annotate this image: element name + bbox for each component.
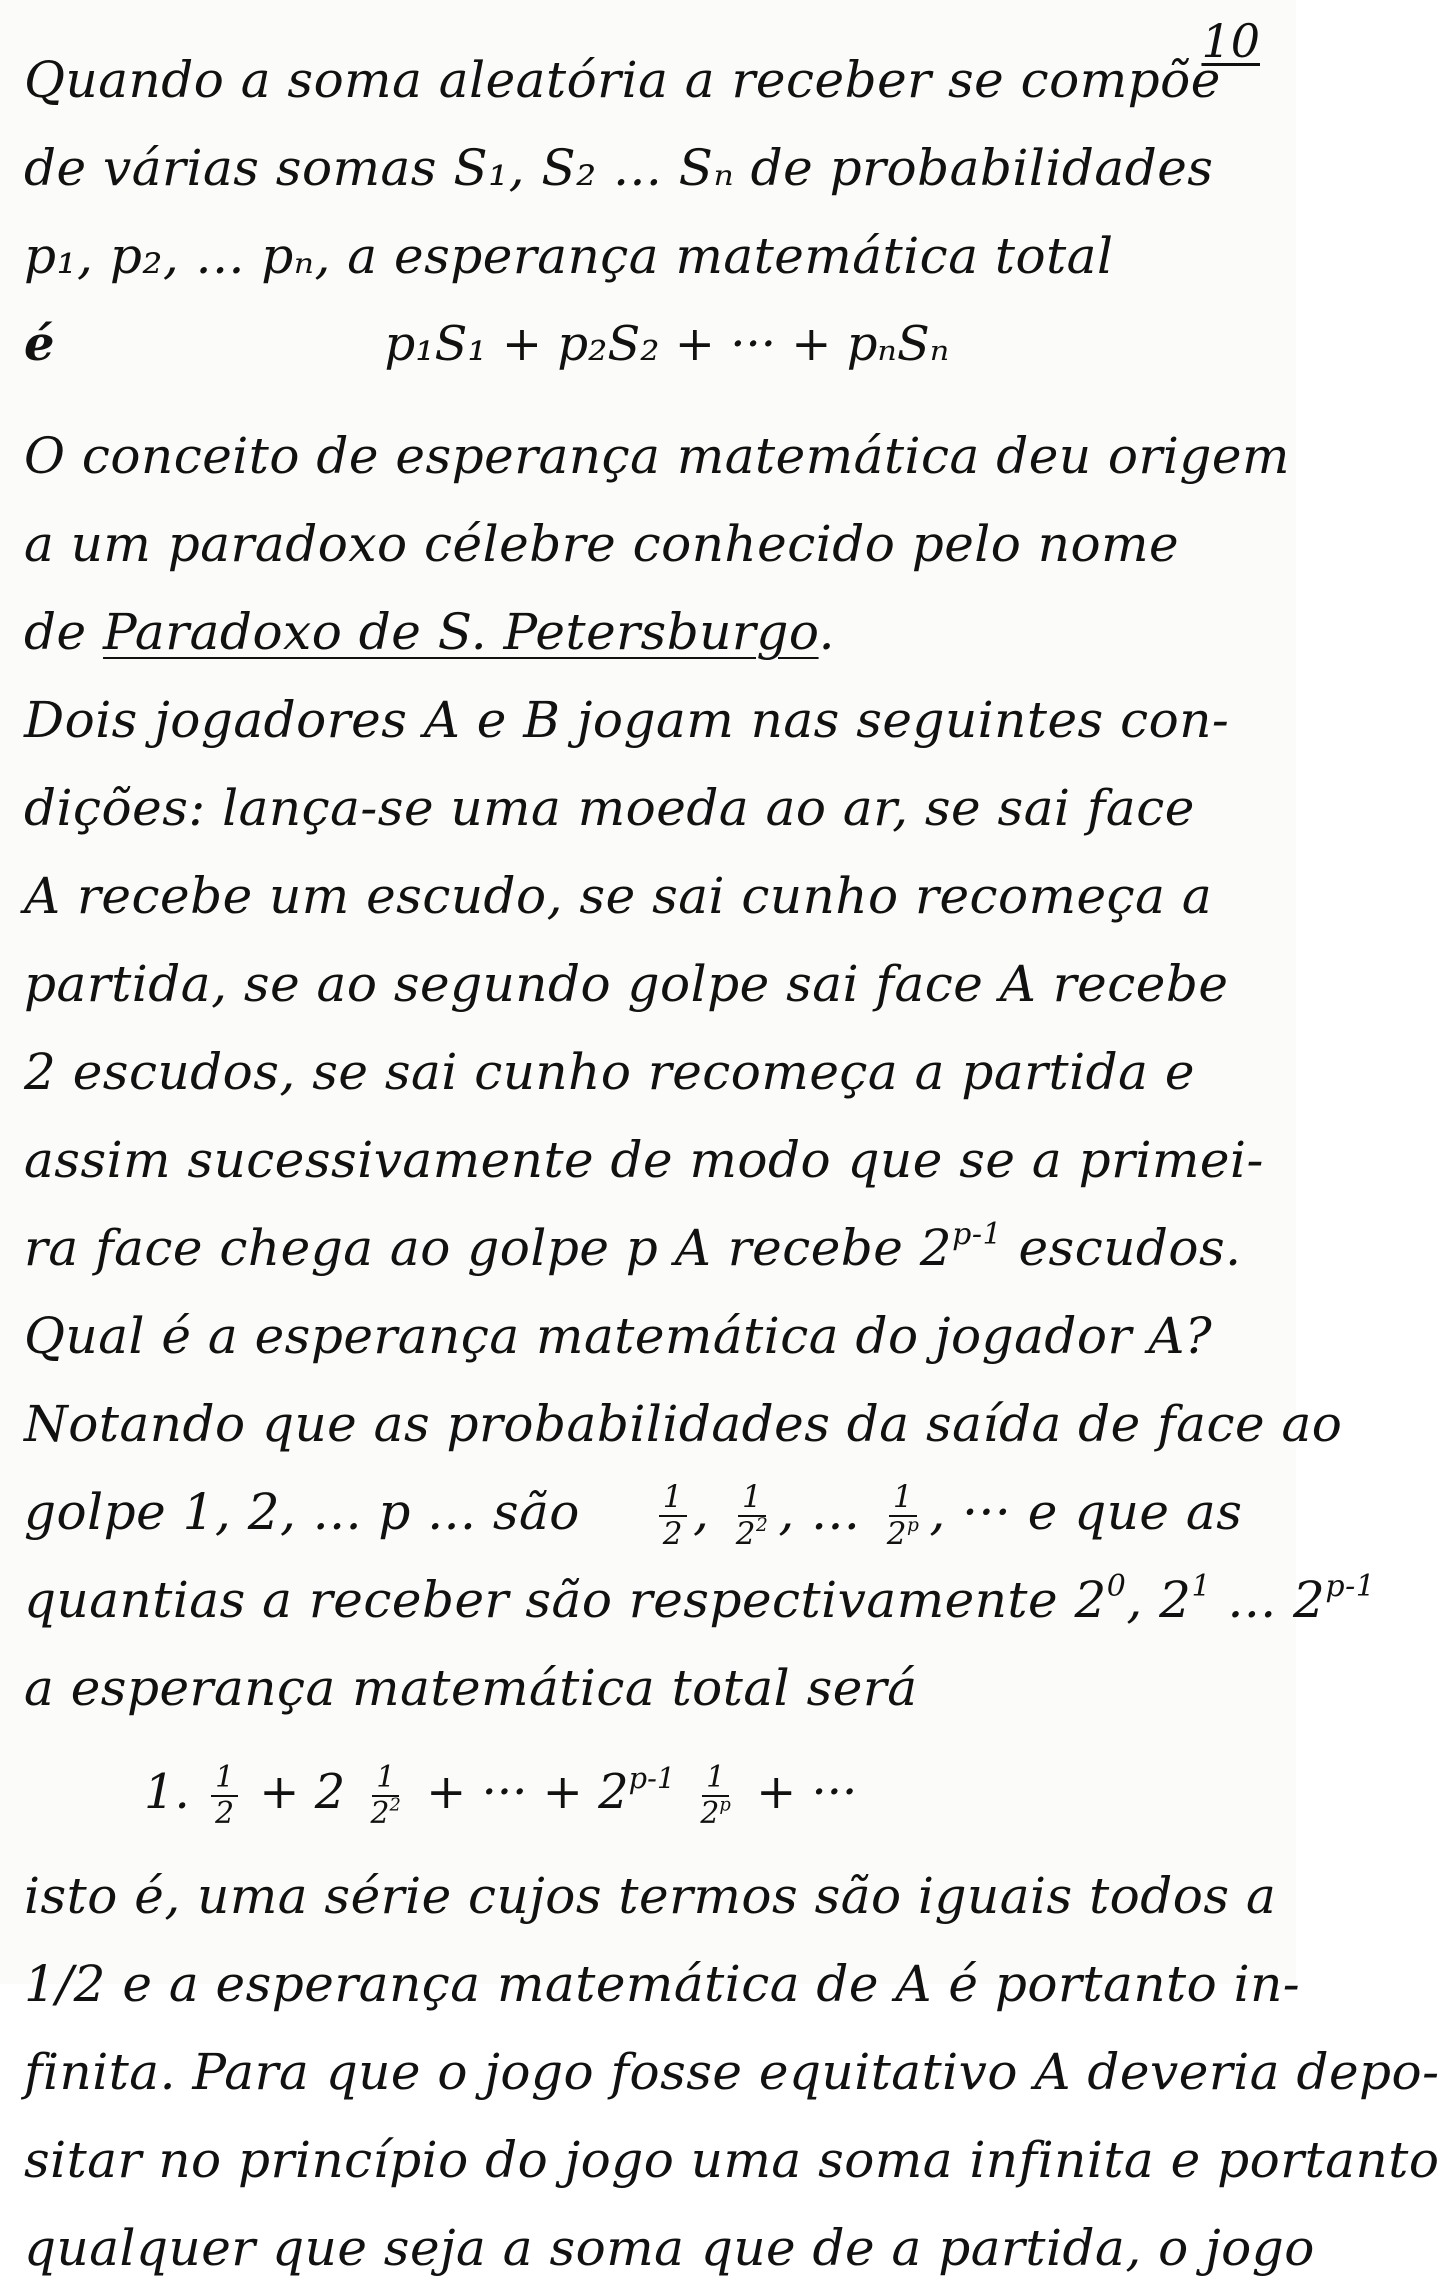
text-line: 2 escudos, se sai cunho recomeça a partida e [24, 1043, 1195, 1101]
text-line: finita. Para que o jogo fosse equitativo A deveria depo- [24, 2043, 1440, 2101]
fraction-quarter: $\frac{1}{2^2}$ [370, 1759, 401, 1831]
text-fragment: golpe 1, 2, ... p ... são [24, 1483, 580, 1541]
fraction-nth: $\frac{1}{2^p}$ [700, 1759, 731, 1831]
text-line: dições: lança-se uma moeda ao ar, se sai face [24, 779, 1195, 837]
text-fragment: escudos. [1002, 1219, 1242, 1277]
formula-expected-value [24, 300, 1274, 388]
text-line: de várias somas S₁, S₂ ... Sₙ de probabilidades [24, 139, 1214, 197]
formula-series: 1. $\frac{1}{2}$ + 2 $\frac{1}{2^2}$ + ··· + 2$^{p-1}$ $\frac{1}{2^p}$ + ··· [144, 1759, 858, 1831]
fraction-quarter: $\frac{1}{2^2}$ [735, 1479, 769, 1552]
text-line: p₁, p₂, ... pₙ, a esperança matemática total [24, 227, 1114, 285]
text-line: isto é, uma série cujos termos são iguais todos a [24, 1867, 1277, 1925]
page-number: 10 [1201, 14, 1260, 68]
text-prefix: de [24, 603, 87, 661]
text-lead-mark: é [24, 316, 55, 372]
exponent: p-1 [952, 1217, 1003, 1252]
text-line: O conceito de esperança matemática deu origem [24, 427, 1290, 485]
fraction-half: $\frac{1}{2}$ [211, 1763, 238, 1829]
text-line: Notando que as probabilidades da saída de face ao [24, 1395, 1343, 1453]
text-line: sitar no princípio do jogo uma soma infinita e portanto [24, 2131, 1440, 2189]
text-line: assim sucessivamente de modo que se a primei- [24, 1131, 1264, 1189]
text-line: A recebe um escudo, se sai cunho recomeça a [24, 867, 1213, 925]
text-line [24, 1204, 1274, 1292]
text-line: 1/2 e a esperança matemática de A é portanto in- [24, 1955, 1301, 2013]
text-line: a esperança matemática total será [24, 1659, 918, 1717]
text-line: Quando a soma aleatória a receber se compõe [24, 51, 1221, 109]
fraction-nth: $\frac{1}{2^p}$ [886, 1479, 920, 1552]
text-punct: . [818, 603, 835, 661]
fraction-half: $\frac{1}{2}$ [659, 1482, 687, 1550]
text-line: partida, se ao segundo golpe sai face A recebe [24, 955, 1229, 1013]
text-line: qualquer que seja a soma que de a partida, o jogo [24, 2219, 1315, 2277]
text-line: a um paradoxo célebre conhecido pelo nome [24, 515, 1180, 573]
text-line: quantias a receber são respectivamente $2^0$, $2^1$ ... 2$^{p-1}$ [24, 1569, 1376, 1629]
text-fragment: ra face chega ao golpe p A recebe 2 [24, 1219, 953, 1277]
paradox-title: Paradoxo de S. Petersburgo [103, 603, 819, 661]
text-line-fractions: golpe 1, 2, ... p ... são $\frac{1}{2}$ , $\frac{1}{2^2}$ , ... $\frac{1}{2^p}$ , ··· e que as [24, 1479, 1243, 1552]
text-line-title [24, 588, 1274, 676]
question-line: Qual é a esperança matemática do jogador A? [24, 1307, 1213, 1365]
formula-sum: p₁S₁ + p₂S₂ + ··· + pₙSₙ [384, 316, 950, 372]
manuscript-text [24, 36, 1440, 2292]
text-line: Dois jogadores A e B jogam nas seguintes con- [24, 691, 1230, 749]
